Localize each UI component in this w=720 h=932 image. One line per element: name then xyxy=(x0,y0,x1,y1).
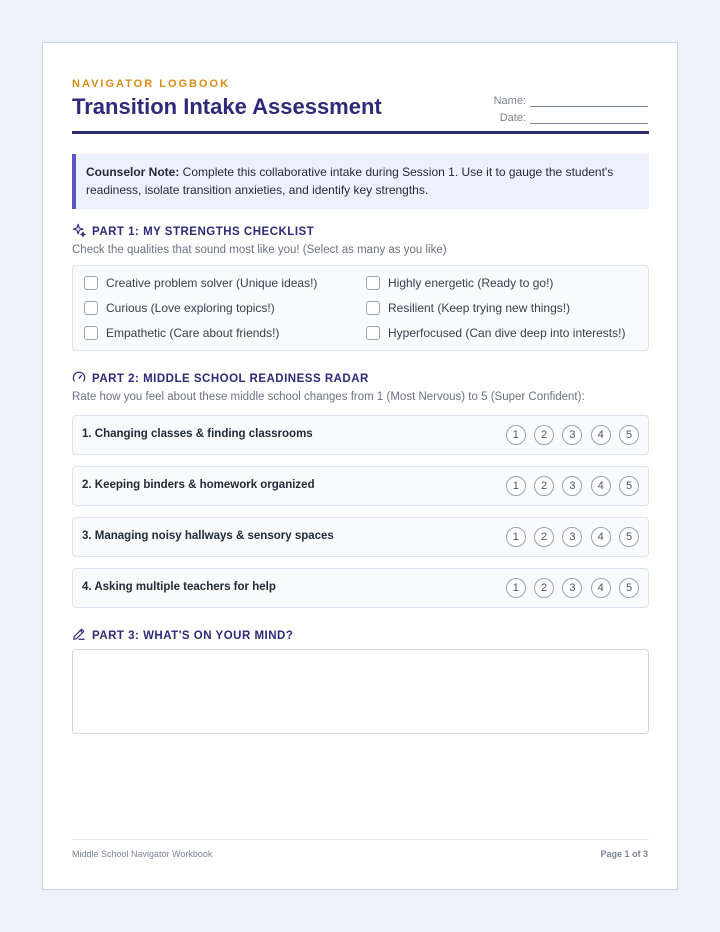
date-line[interactable] xyxy=(530,114,648,124)
rating-option-2[interactable]: 2 xyxy=(534,578,554,598)
rating-scale xyxy=(498,425,639,445)
checkbox[interactable] xyxy=(366,326,380,340)
checkbox[interactable] xyxy=(84,276,98,290)
page-title: Transition Intake Assessment xyxy=(72,94,382,119)
part1-subtitle: Check the qualities that sound most like you! (Select as many as you like) xyxy=(72,244,447,256)
checklist-item[interactable] xyxy=(366,276,553,290)
rating-option-3[interactable]: 3 xyxy=(562,527,582,547)
checkbox[interactable] xyxy=(366,301,380,315)
rating-scale xyxy=(498,476,639,496)
rating-option-4[interactable]: 4 xyxy=(591,425,611,445)
rating-row xyxy=(72,517,649,557)
rating-row-label: 2. Keeping binders & homework organized xyxy=(82,479,315,491)
rating-option-5[interactable]: 5 xyxy=(619,425,639,445)
part3-heading xyxy=(72,627,293,644)
checklist-item[interactable] xyxy=(84,301,275,315)
footer-divider xyxy=(72,839,649,840)
rating-option-4[interactable]: 4 xyxy=(591,476,611,496)
part2-title: PART 2: MIDDLE SCHOOL READINESS RADAR xyxy=(92,372,369,385)
part2-heading xyxy=(72,370,369,387)
footer-workbook-title: Middle School Navigator Workbook xyxy=(72,849,213,859)
date-label: Date: xyxy=(499,112,526,124)
strengths-checklist xyxy=(72,265,649,351)
checklist-item-label: Curious (Love exploring topics!) xyxy=(106,301,275,315)
sparkle-icon xyxy=(72,223,92,240)
rating-option-5[interactable]: 5 xyxy=(619,527,639,547)
pencil-icon xyxy=(72,627,92,644)
name-row xyxy=(494,90,648,107)
part3-title: PART 3: WHAT'S ON YOUR MIND? xyxy=(92,629,294,642)
counselor-note xyxy=(72,154,649,209)
rating-row xyxy=(72,568,649,608)
checkbox[interactable] xyxy=(84,301,98,315)
rating-option-2[interactable]: 2 xyxy=(534,425,554,445)
rating-option-5[interactable]: 5 xyxy=(619,578,639,598)
checkbox[interactable] xyxy=(84,326,98,340)
rating-option-2[interactable]: 2 xyxy=(534,476,554,496)
checklist-item-label: Hyperfocused (Can dive deep into interests!) xyxy=(388,326,626,340)
worksheet-page xyxy=(42,42,678,890)
checklist-item[interactable] xyxy=(84,326,279,340)
header-divider xyxy=(72,131,649,134)
checklist-item[interactable] xyxy=(366,301,570,315)
checklist-item-label: Empathetic (Care about friends!) xyxy=(106,326,280,340)
part1-title: PART 1: MY STRENGTHS CHECKLIST xyxy=(92,225,315,238)
note-text: Complete this collaborative intake during Session 1. Use it to gauge the student's readiness, isolate transition anxieties, and identify key strengths. xyxy=(86,165,614,197)
rating-row-label: 1. Changing classes & finding classrooms xyxy=(82,428,313,440)
checkbox[interactable] xyxy=(366,276,380,290)
rating-option-4[interactable]: 4 xyxy=(591,527,611,547)
rating-row-label: 4. Asking multiple teachers for help xyxy=(82,581,276,593)
rating-option-5[interactable]: 5 xyxy=(619,476,639,496)
rating-option-3[interactable]: 3 xyxy=(562,425,582,445)
rating-option-3[interactable]: 3 xyxy=(562,578,582,598)
rating-scale xyxy=(498,527,639,547)
rating-option-1[interactable]: 1 xyxy=(506,578,526,598)
rating-option-1[interactable]: 1 xyxy=(506,425,526,445)
name-line[interactable] xyxy=(530,97,648,107)
rating-row-label: 3. Managing noisy hallways & sensory spaces xyxy=(82,530,334,542)
date-row xyxy=(494,107,648,124)
checklist-item[interactable] xyxy=(366,326,625,340)
eyebrow-label: NAVIGATOR LOGBOOK xyxy=(72,78,231,90)
rating-scale xyxy=(498,578,639,598)
rating-option-3[interactable]: 3 xyxy=(562,476,582,496)
checklist-item[interactable] xyxy=(84,276,317,290)
rating-option-1[interactable]: 1 xyxy=(506,476,526,496)
part1-heading xyxy=(72,223,314,240)
checklist-item-label: Creative problem solver (Unique ideas!) xyxy=(106,276,318,290)
name-label: Name: xyxy=(493,95,526,107)
footer-page-number: Page 1 of 3 xyxy=(600,849,648,859)
name-date-block xyxy=(494,90,648,124)
note-lead: Counselor Note: xyxy=(86,165,180,179)
part2-subtitle: Rate how you feel about these middle school changes from 1 (Most Nervous) to 5 (Super Confident): xyxy=(72,391,585,403)
gauge-icon xyxy=(72,370,92,387)
thoughts-textarea[interactable] xyxy=(72,649,649,734)
checklist-item-label: Resilient (Keep trying new things!) xyxy=(388,301,571,315)
rating-option-4[interactable]: 4 xyxy=(591,578,611,598)
rating-row xyxy=(72,466,649,506)
rating-row xyxy=(72,415,649,455)
rating-option-2[interactable]: 2 xyxy=(534,527,554,547)
checklist-item-label: Highly energetic (Ready to go!) xyxy=(388,276,554,290)
rating-option-1[interactable]: 1 xyxy=(506,527,526,547)
